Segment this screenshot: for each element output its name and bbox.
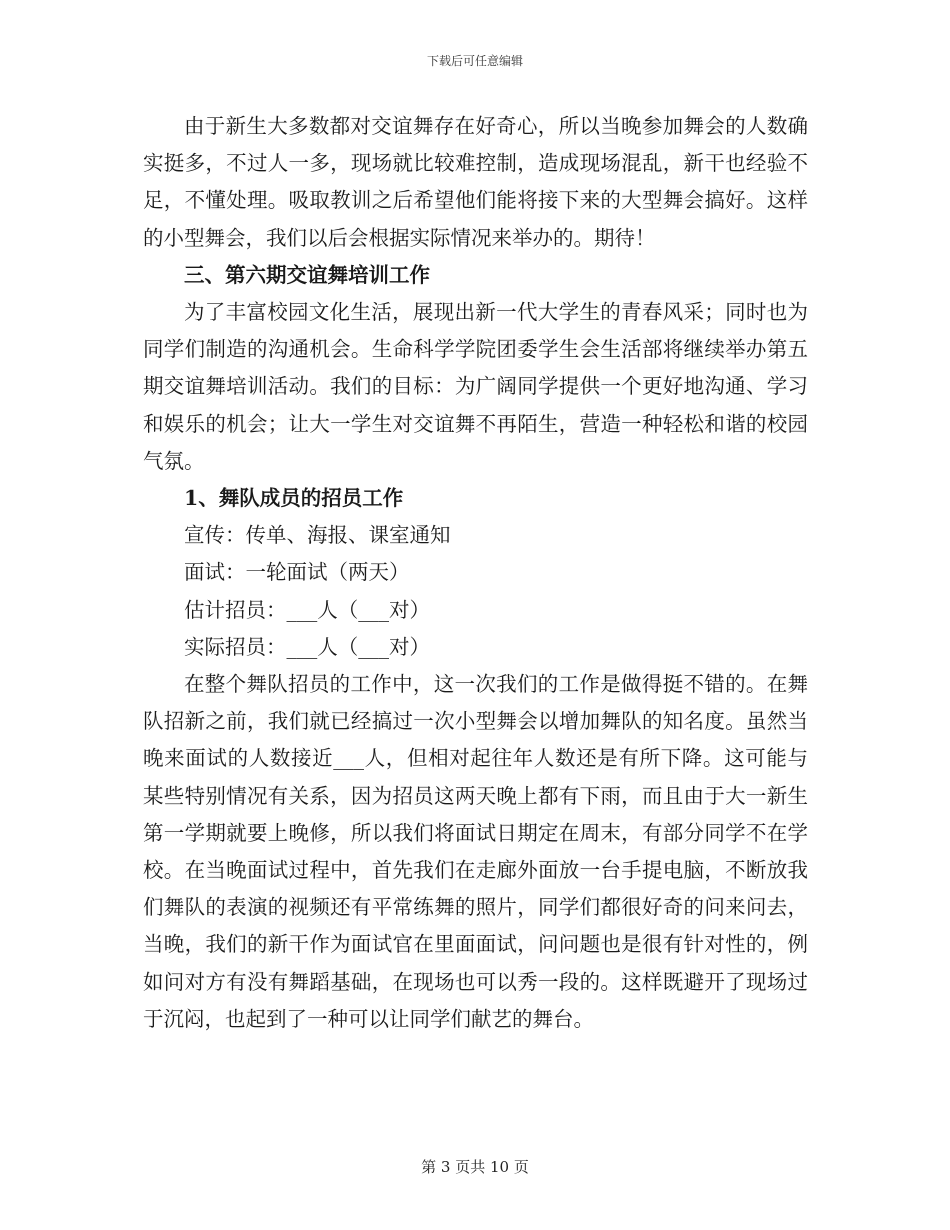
paragraph-dance-party-summary: 由于新生大多数都对交谊舞存在好奇心，所以当晚参加舞会的人数确实挺多，不过人一多，现场就比较难控制，造成现场混乱，新干也经验不足，不懂处理。吸取教训之后希望他们能将接下来的大型舞会搞好。这样的小型舞会，我们以后会根据实际情况来举办的。期待！	[143, 114, 808, 250]
section-heading-training: 三、第六期交谊舞培训工作	[184, 262, 430, 287]
page-header: 下载后可任意编辑	[426, 54, 523, 68]
paragraph-training-purpose: 为了丰富校园文化生活，展现出新一代大学生的青春风采；同时也为同学们制造的沟通机会。生命科学学院团委学生会生活部将继续举办第五期交谊舞培训活动。我们的目标：为广阔同学提供一个更好地沟通、学习和娱乐的机会；让大一学生对交谊舞不再陌生，营造一种轻松和谐的校园气氛。	[143, 300, 808, 473]
list-item-interview: 面试：一轮面试（两天）	[184, 560, 410, 585]
list-item-publicity: 宣传：传单、海报、课室通知	[184, 523, 451, 548]
subsection-heading-recruitment: 1、舞队成员的招员工作	[184, 486, 404, 511]
paragraph-recruitment-review: 在整个舞队招员的工作中，这一次我们的工作是做得挺不错的。在舞队招新之前，我们就已经搞过一次小型舞会以增加舞队的知名度。虽然当晚来面试的人数接近___人，但相对起往年人数还是有所下降。这可能与某些特别情况有关系，因为招员这两天晚上都有下雨，而且由于大一新生第一学期就要上晚修，所以我们将面试日期定在周末，有部分同学不在学校。在当晚面试过程中，首先我们在走廊外面放一台手提电脑，不断放我们舞队的表演的视频还有平常练舞的照片，同学们都很好奇的问来问去，当晚，我们的新干作为面试官在里面面试，问问题也是很有针对性的，例如问对方有没有舞蹈基础，在现场也可以秀一段的。这样既避开了现场过于沉闷，也起到了一种可以让同学们献艺的舞台。	[143, 672, 808, 1031]
list-item-actual-recruits: 实际招员：___人（___对）	[184, 634, 430, 659]
document-body	[143, 108, 808, 1038]
page-footer: 第 3 页共 10 页	[421, 1158, 529, 1176]
list-item-estimated-recruits: 估计招员：___人（___对）	[184, 597, 430, 622]
